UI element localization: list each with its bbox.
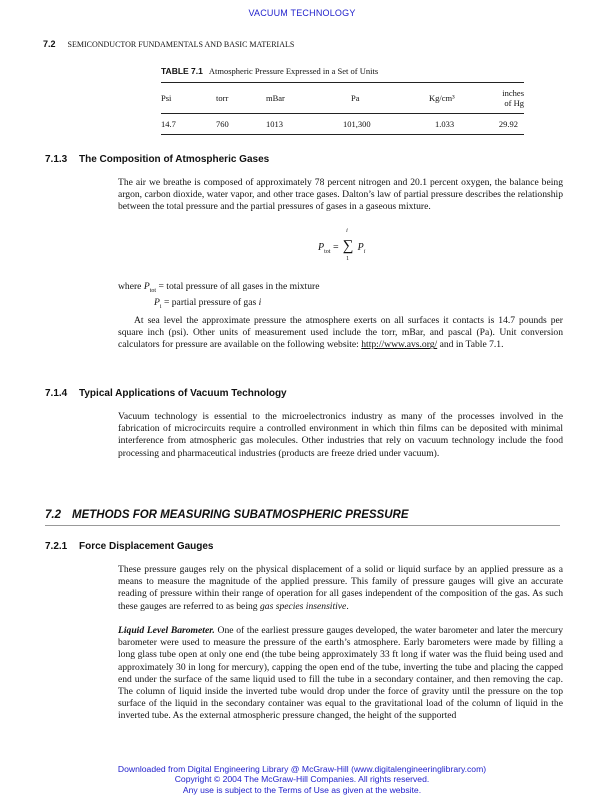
paragraph-applications: Vacuum technology is essential to the microelectronics industry as many of the processes involved in the fabrication of microcircuits require a controlled environment in which thin films can be deposited with minimal interference from atmospheric gas molecules. Other industries that rely on vacuum technology include the food processing and pharmaceutical industries (products are freeze dried under vacuum). [118, 411, 563, 459]
section-number: 7.2.1 [45, 541, 68, 552]
table-cell: 29.92 [498, 119, 518, 129]
paragraph-liquid-level-barometer [118, 625, 563, 723]
paragraph-daltons-law: The air we breathe is composed of approximately 78 percent nitrogen and 20.1 percent oxygen, the balance being argon, carbon dioxide, water vapor, and other trace gases. Dalton’s law of partial pressure describes the relationship between the total pressure and the partial pressures of gases in a gaseous mixture. [118, 177, 563, 213]
section-heading-7-1-3 [45, 154, 269, 165]
formula-lower-limit: 1 [346, 256, 350, 262]
where2-symbol: P [154, 296, 160, 308]
table-cell: 760 [216, 119, 229, 129]
sea-level-text: At sea level the approximate pressure the atmosphere exerts on all surfaces it contacts is 14.7 pounds per square inch (psi). Other units of measurement used include the torr, mBar, and pascal (Pa). Unit conversion calculators for pressure are available on the following website: [118, 315, 563, 351]
table-cell: 14.7 [161, 119, 176, 129]
table-cell: 1.033 [435, 119, 455, 129]
where-word: where [118, 281, 142, 292]
table-header-cell: mBar [266, 93, 285, 103]
paragraph-force-displacement [118, 564, 563, 613]
where1-symbol: P [143, 281, 150, 292]
formula-lhs-sub: tot [324, 249, 331, 255]
where-line-2 [118, 297, 319, 313]
section-title: Force Displacement Gauges [79, 541, 214, 552]
footer-line-3[interactable]: Any use is subject to the Terms of Use as given at the website. [182, 784, 422, 795]
formula-lhs: P [318, 242, 325, 253]
paragraph-sea-level [118, 315, 563, 352]
table-label: TABLE 7.1 [161, 66, 203, 76]
where2-subscript: i [159, 303, 162, 310]
page-number: 7.2 [43, 39, 56, 49]
running-head: VACUUM TECHNOLOGY [248, 8, 356, 18]
table-header-cell: torr [216, 93, 229, 103]
table-cell: 1013 [266, 119, 283, 129]
table-header-row [161, 83, 524, 114]
liquid-level-barometer-text: One of the earliest pressure gauges developed, the water barometer and later the mercury barometer were used to measure the pressure of the earth’s atmosphere. Early barometers were made by filling a long glass tube open at only one end (the tube being approximately 33 ft long if water was the fluid being used and approximately 30 in long for mercury), capping the open end of the tube, inverting the tube and placing the capped end under the surface of the same liquid used to fill the tube in a secondary container, and then removing the cap. The column of liquid inside the inverted tube would drop under the force of gravity until the pressure on the top surface of the liquid in the secondary container was equal to the gravitational load of the column of liquid in the inverted tube. As the external atmospheric pressure changed, the height of the supported [118, 625, 563, 722]
formula-sum-symbol: ∑ [342, 238, 354, 254]
table-caption-text: Atmospheric Pressure Expressed in a Set of Units [208, 66, 379, 76]
table-header-cell: inches of Hg [502, 88, 524, 108]
where1-subscript: tot [149, 287, 157, 294]
formula-upper-limit: i [346, 228, 348, 234]
page-header [43, 39, 294, 49]
table-caption [161, 66, 378, 76]
footer-line-1[interactable]: Downloaded from Digital Engineering Library @ McGraw-Hill (www.digitalengineeringlibrary.com) [117, 764, 487, 774]
formula-rhs-sub: i [363, 249, 366, 255]
where1-text: = total pressure of all gases in the mixture [158, 281, 320, 292]
dalton-formula [318, 228, 366, 262]
download-footer [0, 764, 604, 795]
liquid-level-barometer-lead: Liquid Level Barometer. [118, 625, 215, 636]
table-header-cell: Pa [351, 93, 360, 103]
where2-variable: i [258, 296, 262, 308]
section-number: 7.1.3 [45, 154, 68, 165]
chapter-number: 7.2 [45, 509, 61, 521]
where-definitions [118, 281, 319, 313]
force-displacement-end: . [346, 600, 349, 612]
section-title: The Composition of Atmospheric Gases [79, 154, 270, 165]
formula-equals: = [332, 242, 339, 253]
where2-text: = partial pressure of gas [163, 296, 257, 308]
table-row [161, 114, 524, 135]
sea-level-text-end: and in Table 7.1. [439, 339, 504, 351]
chapter-title: METHODS FOR MEASURING SUBATMOSPHERIC PRESSURE [72, 509, 409, 521]
table-header-cell: Kg/cm³ [429, 93, 455, 103]
gas-species-insensitive: gas species insensitive [259, 600, 347, 612]
section-heading-7-1-4 [45, 388, 287, 399]
avs-link[interactable]: http://www.avs.org/ [361, 339, 438, 351]
section-number: 7.1.4 [45, 388, 68, 399]
pressure-units-table [161, 82, 524, 135]
section-title: Typical Applications of Vacuum Technology [79, 388, 287, 399]
table-header-cell: Psi [161, 93, 172, 103]
formula-rhs: P [357, 242, 364, 253]
footer-line-2: Copyright © 2004 The McGraw-Hill Companies. All rights reserved. [174, 774, 430, 785]
page-header-title: SEMICONDUCTOR FUNDAMENTALS AND BASIC MATERIALS [67, 40, 295, 49]
section-heading-7-2-1 [45, 541, 214, 552]
force-displacement-text: These pressure gauges rely on the physical displacement of a solid or liquid surface by an applied pressure as a means to measure the magnitude of the applied pressure. This family of pressure gauges will give an accurate reading of pressure within their range of operation for all gases independent of the composition of the gas. As such these gauges are referred to as being [118, 564, 563, 612]
chapter-heading-7-2 [45, 509, 560, 526]
where-line-1 [118, 281, 319, 297]
table-cell: 101,300 [343, 119, 371, 129]
